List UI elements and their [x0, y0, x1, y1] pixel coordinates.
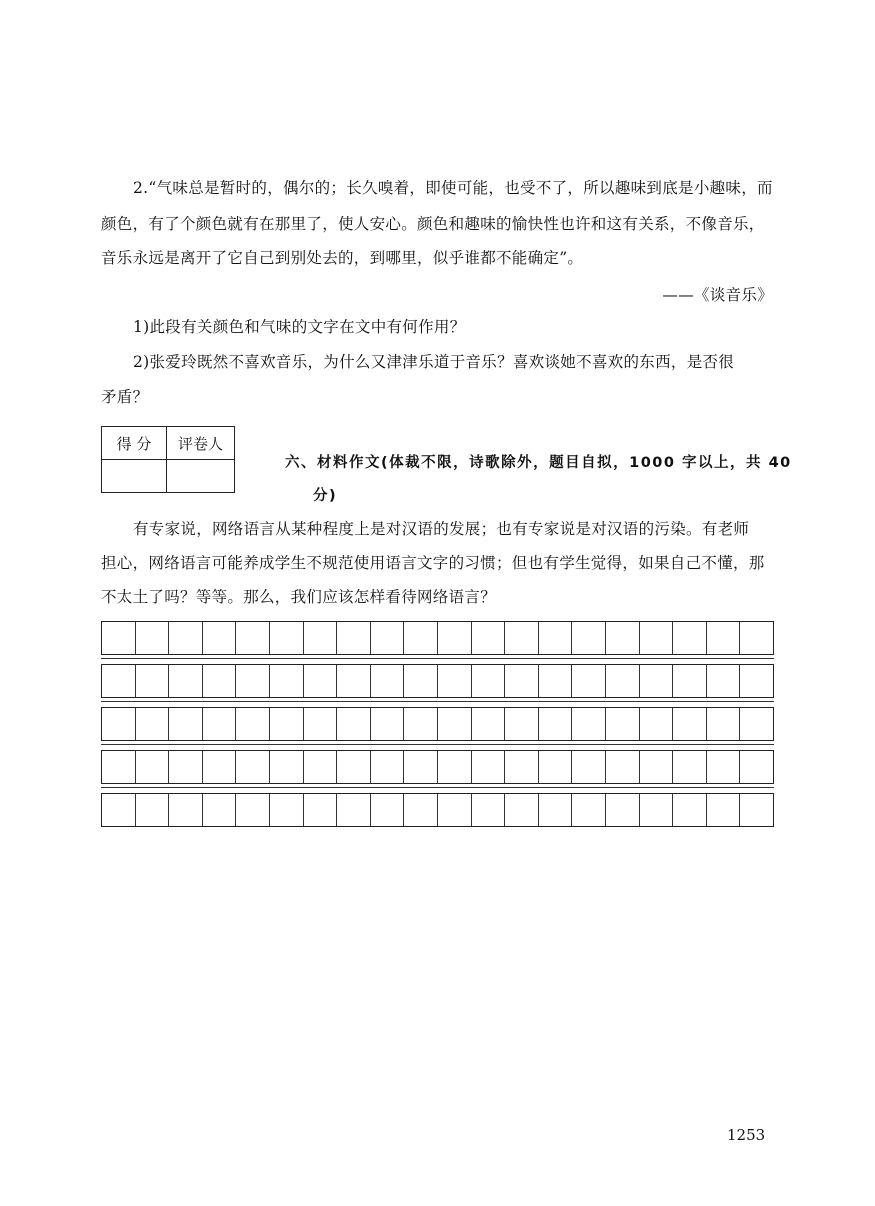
page-number: 1253 [727, 1126, 766, 1144]
grid-cell[interactable] [739, 622, 773, 654]
grid-cell[interactable] [168, 622, 202, 654]
q2-sub-question-2: 2)张爱玲既然不喜欢音乐，为什么又津津乐道于音乐？喜欢谈她不喜欢的东西，是否很 [133, 353, 735, 371]
grid-cell[interactable] [605, 622, 639, 654]
grader-label: 评卷人 [167, 427, 235, 460]
grid-cell[interactable] [202, 751, 236, 783]
grid-cell[interactable] [639, 794, 673, 826]
grid-cell[interactable] [202, 794, 236, 826]
grid-cell[interactable] [605, 751, 639, 783]
grid-cell[interactable] [605, 708, 639, 740]
grid-cell[interactable] [571, 622, 605, 654]
grid-cell[interactable] [739, 665, 773, 697]
grid-cell[interactable] [235, 708, 269, 740]
grid-cell[interactable] [471, 751, 505, 783]
grid-cell[interactable] [202, 622, 236, 654]
score-label: 得 分 [102, 427, 167, 460]
grid-cell[interactable] [403, 622, 437, 654]
grid-cell[interactable] [471, 665, 505, 697]
grid-cell[interactable] [135, 751, 169, 783]
grid-cell[interactable] [336, 751, 370, 783]
grid-cell[interactable] [639, 708, 673, 740]
grid-row[interactable] [101, 621, 774, 655]
q2-line-1: 2.“气味总是暂时的，偶尔的；长久嗅着，即使可能，也受不了，所以趣味到底是小趣味，而 [133, 179, 773, 197]
grid-cell[interactable] [403, 708, 437, 740]
grid-cell[interactable] [639, 751, 673, 783]
section-6-title: 六、材料作文(体裁不限，诗歌除外，题目自拟，1000 字以上，共 40 [285, 455, 792, 471]
grid-cell[interactable] [235, 665, 269, 697]
grid-cell[interactable] [168, 665, 202, 697]
grid-cell[interactable] [437, 665, 471, 697]
grid-cell[interactable] [336, 622, 370, 654]
grid-cell[interactable] [168, 751, 202, 783]
grid-cell[interactable] [403, 665, 437, 697]
grid-cell[interactable] [672, 622, 706, 654]
grid-cell[interactable] [202, 708, 236, 740]
grid-cell[interactable] [336, 665, 370, 697]
grid-cell[interactable] [706, 665, 740, 697]
grid-cell[interactable] [235, 794, 269, 826]
q2-line-2: 颜色，有了个颜色就有在那里了，使人安心。颜色和趣味的愉快性也许和这有关系，不像音乐， [101, 215, 765, 233]
grid-cell[interactable] [370, 794, 404, 826]
section-6-prompt-3: 不太土了吗？等等。那么，我们应该怎样看待网络语言？ [101, 588, 497, 606]
grid-cell[interactable] [739, 794, 773, 826]
grid-cell[interactable] [102, 622, 135, 654]
grid-cell[interactable] [471, 794, 505, 826]
grid-cell[interactable] [706, 751, 740, 783]
grid-cell[interactable] [370, 622, 404, 654]
grid-cell[interactable] [571, 751, 605, 783]
grid-cell[interactable] [235, 622, 269, 654]
grid-row[interactable] [101, 664, 774, 698]
grid-cell[interactable] [672, 708, 706, 740]
grid-cell[interactable] [504, 708, 538, 740]
grid-cell[interactable] [538, 751, 572, 783]
grader-cell[interactable] [167, 460, 235, 493]
section-6-title-cont: 分) [313, 488, 338, 504]
grid-cell[interactable] [303, 622, 337, 654]
q2-sub-question-1: 1)此段有关颜色和气味的文字在文中有何作用？ [133, 318, 466, 336]
grid-cell[interactable] [269, 794, 303, 826]
grid-cell[interactable] [471, 622, 505, 654]
q2-sub-question-2-cont: 矛盾？ [101, 388, 149, 406]
grid-cell[interactable] [504, 622, 538, 654]
q2-line-3: 音乐永远是离开了它自己到别处去的，到哪里，似乎谁都不能确定”。 [101, 249, 584, 267]
grid-divider [101, 787, 774, 788]
grid-cell[interactable] [403, 751, 437, 783]
grid-cell[interactable] [672, 794, 706, 826]
grid-cell[interactable] [135, 622, 169, 654]
grid-cell[interactable] [269, 708, 303, 740]
grid-cell[interactable] [102, 794, 135, 826]
grid-cell[interactable] [135, 708, 169, 740]
grid-cell[interactable] [471, 708, 505, 740]
grid-cell[interactable] [639, 622, 673, 654]
grid-cell[interactable] [269, 751, 303, 783]
grid-cell[interactable] [102, 708, 135, 740]
grid-cell[interactable] [403, 794, 437, 826]
grid-cell[interactable] [504, 751, 538, 783]
grid-cell[interactable] [303, 794, 337, 826]
grid-cell[interactable] [437, 622, 471, 654]
grid-cell[interactable] [336, 708, 370, 740]
grid-cell[interactable] [605, 794, 639, 826]
grid-cell[interactable] [336, 794, 370, 826]
grid-cell[interactable] [739, 751, 773, 783]
grid-cell[interactable] [370, 665, 404, 697]
grid-cell[interactable] [437, 751, 471, 783]
grid-cell[interactable] [571, 794, 605, 826]
grid-cell[interactable] [303, 708, 337, 740]
section-6-prompt-1: 有专家说，网络语言从某种程度上是对汉语的发展；也有专家说是对汉语的污染。有老师 [133, 520, 750, 538]
q2-source: ——《谈音乐》 [662, 286, 773, 304]
grid-row[interactable] [101, 750, 774, 784]
grid-divider [101, 658, 774, 659]
section-6-prompt-2: 担心，网络语言可能养成学生不规范使用语言文字的习惯；但也有学生觉得，如果自己不懂，那 [101, 554, 765, 572]
grid-divider [101, 744, 774, 745]
grid-cell[interactable] [235, 751, 269, 783]
grid-cell[interactable] [571, 665, 605, 697]
grid-cell[interactable] [538, 665, 572, 697]
grid-cell[interactable] [706, 708, 740, 740]
grid-cell[interactable] [437, 708, 471, 740]
grid-cell[interactable] [538, 794, 572, 826]
grid-cell[interactable] [269, 665, 303, 697]
grid-row[interactable] [101, 707, 774, 741]
grid-divider [101, 701, 774, 702]
grid-cell[interactable] [202, 665, 236, 697]
grid-cell[interactable] [672, 751, 706, 783]
score-cell[interactable] [102, 460, 167, 493]
grid-cell[interactable] [370, 751, 404, 783]
grid-cell[interactable] [639, 665, 673, 697]
grid-cell[interactable] [672, 665, 706, 697]
grid-cell[interactable] [739, 708, 773, 740]
grid-cell[interactable] [504, 794, 538, 826]
grid-cell[interactable] [370, 708, 404, 740]
grid-cell[interactable] [303, 665, 337, 697]
grid-cell[interactable] [605, 665, 639, 697]
grid-cell[interactable] [571, 708, 605, 740]
grid-cell[interactable] [437, 794, 471, 826]
grid-cell[interactable] [706, 622, 740, 654]
grid-cell[interactable] [102, 665, 135, 697]
grid-cell[interactable] [168, 708, 202, 740]
grid-cell[interactable] [135, 794, 169, 826]
grid-cell[interactable] [269, 622, 303, 654]
grid-cell[interactable] [706, 794, 740, 826]
score-box [101, 426, 235, 493]
grid-cell[interactable] [538, 708, 572, 740]
grid-cell[interactable] [102, 751, 135, 783]
grid-cell[interactable] [168, 794, 202, 826]
grid-cell[interactable] [538, 622, 572, 654]
grid-row[interactable] [101, 793, 774, 827]
grid-cell[interactable] [504, 665, 538, 697]
grid-cell[interactable] [303, 751, 337, 783]
grid-cell[interactable] [135, 665, 169, 697]
